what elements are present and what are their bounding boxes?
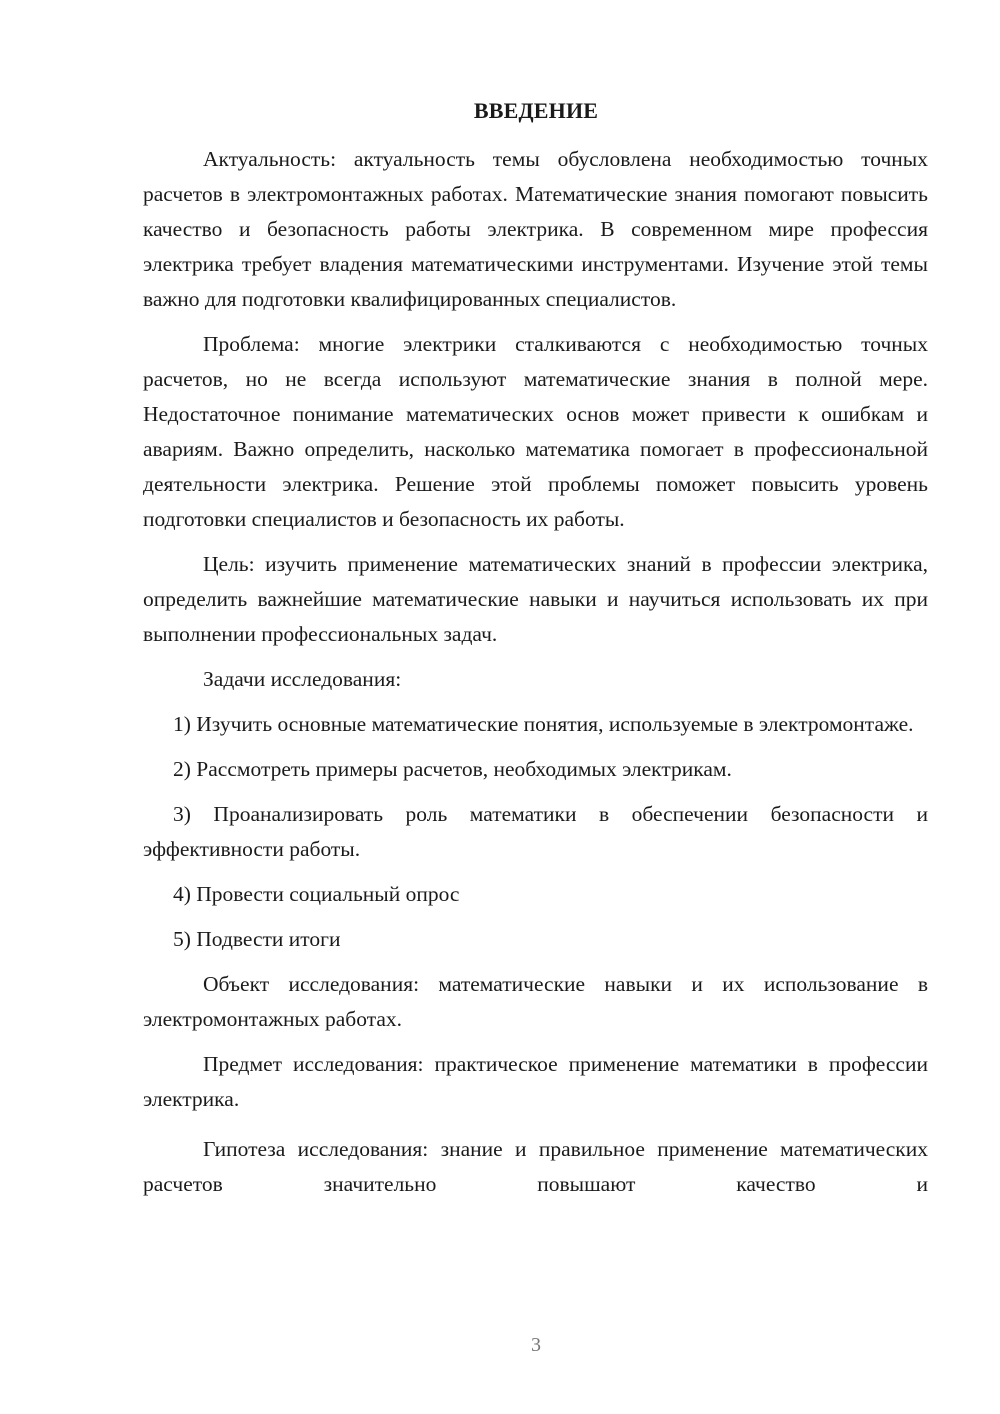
page-body — [143, 142, 928, 1202]
object-paragraph: Объект исследования: математические навыки и их использование в электромонтажных работах. — [143, 972, 928, 1031]
tasks-heading: Задачи исследования: — [203, 667, 402, 691]
task-item: 2) Рассмотреть примеры расчетов, необходимых электрикам. — [173, 757, 732, 781]
task-item: 4) Провести социальный опрос — [173, 882, 460, 906]
goal-paragraph: Цель: изучить применение математических знаний в профессии электрика, определить важнейшие математические навыки и научиться использовать их при выполнении профессиональных задач. — [143, 552, 928, 646]
relevance-paragraph: Актуальность: актуальность темы обусловлена необходимостью точных расчетов в электромонтажных работах. Математические знания помогают повысить качество и безопасность работы электрика. В современном мире профессия электрика требует владения математическими инструментами. Изучение этой темы важно для подготовки квалифицированных специалистов. — [143, 147, 928, 311]
subject-paragraph: Предмет исследования: практическое применение математики в профессии электрика. — [143, 1052, 928, 1111]
hypothesis-paragraph: Гипотеза исследования: знание и правильное применение математических расчетов значительно повышают качество и — [143, 1137, 928, 1196]
task-item: 3) Проанализировать роль математики в обеспечении безопасности и эффективности работы. — [143, 802, 928, 861]
problem-paragraph: Проблема: многие электрики сталкиваются с необходимостью точных расчетов, но не всегда используют математические знания в полной мере. Недостаточное понимание математических основ может привести к ошибкам и авариям. Важно определить, насколько математика помогает в профессиональной деятельности электрика. Решение этой проблемы поможет повысить уровень подготовки специалистов и безопасность их работы. — [143, 332, 928, 531]
section-heading: ВВЕДЕНИЕ — [473, 98, 599, 123]
page-number: 3 — [531, 1334, 541, 1356]
task-item: 5) Подвести итоги — [173, 927, 341, 951]
task-item: 1) Изучить основные математические понятия, используемые в электромонтаже. — [173, 712, 914, 736]
